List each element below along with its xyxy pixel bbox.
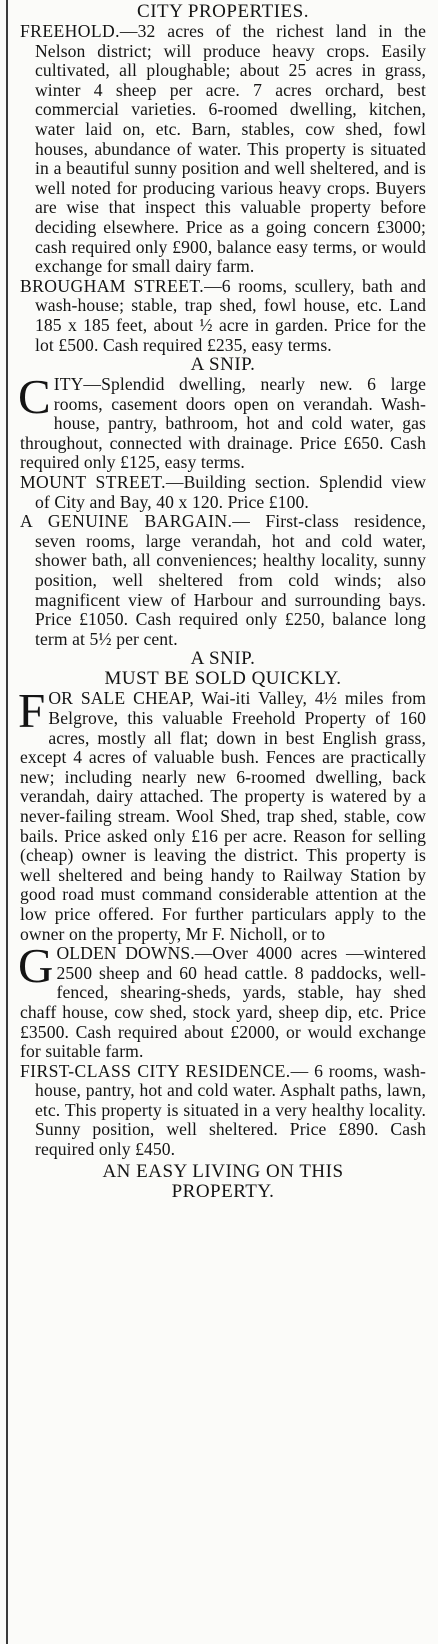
- mount-street-ad-lead: MOUNT STREET.: [20, 472, 166, 493]
- bargain-ad-body: — First-class residence, seven rooms, large verandah, hot and cold water, shower bath, all conveniences; healthy locality, sunny position, well sheltered from cold winds; also magnificent view of Harbour and surrounding bays. Price £1050. Cash required only £250, balance long term at 5½ per cent.: [35, 511, 426, 649]
- snip-heading: A SNIP.: [190, 354, 256, 376]
- mount-street-ad: [20, 473, 426, 512]
- classified-column: [20, 0, 426, 1202]
- freehold-ad-lead: FREEHOLD.: [20, 21, 120, 41]
- golden-downs-ad-body: OLDEN DOWNS.—Over 4000 acres —wintered 2500 sheep and 60 head cattle. 8 paddocks, well-fenced, shearing-sheds, yards, stable, hay shed chaff house, cow shed, stock yard, sheep dip, etc. Price £3500. Cash required about £2000, or would exchange for suitable farm.: [20, 943, 426, 1062]
- easy-living-heading-cont: PROPERTY.: [171, 1180, 275, 1202]
- city-residence-ad-body: — 6 rooms, wash-house, pantry, hot and cold water. Asphalt paths, lawn, etc. This property is situated in a very healthy locality. Sunny position, well sheltered. Price £890. Cash required only £450.: [35, 1060, 426, 1160]
- city-residence-ad: [20, 1062, 426, 1160]
- column-rule: [6, 0, 8, 1644]
- sale-ad: [18, 683, 426, 944]
- city-ad-dropcap: C: [18, 369, 51, 425]
- mount-street-ad-body: —Building section. Splendid view of City and Bay, 40 x 120. Price £100.: [35, 472, 426, 512]
- bargain-ad: [20, 512, 426, 649]
- brougham-ad-body: —6 rooms, scullery, bath and wash-house; stable, trap shed, fowl house, etc. Land 185 x 185 feet, about ½ acre in garden. Price for the lot £500. Cash required £235, easy terms.: [35, 275, 427, 355]
- sale-ad-dropcap: F: [18, 683, 46, 739]
- bargain-ad-lead: A GENUINE BARGAIN.: [20, 511, 233, 532]
- city-residence-ad-lead: FIRST-CLASS CITY RESIDENCE.: [20, 1060, 291, 1081]
- must-sell-heading: MUST BE SOLD QUICKLY.: [104, 668, 342, 690]
- freehold-ad: [20, 22, 426, 277]
- city-ad-body: ITY—Splendid dwelling, nearly new. 6 large rooms, casement doors open on verandah. Wash-house, pantry, bathroom, hot and cold water, gas throughout, connected with drainage. Price £650. Cash required only £125, easy terms.: [20, 374, 426, 473]
- golden-downs-ad: [18, 938, 426, 1062]
- section-heading: CITY PROPERTIES.: [137, 1, 309, 22]
- brougham-ad: [20, 277, 426, 355]
- brougham-ad-lead: BROUGHAM STREET.: [20, 275, 205, 296]
- freehold-ad-body: —32 acres of the richest land in the Nelson district; will produce heavy crops. Easily cultivated, all ploughable; about 25 acres in grass, winter 4 sheep per acre. 7 acres orchard, best commercial varieties. 6-roomed dwelling, kitchen, water laid on, etc. Barn, stables, cow shed, fowl houses, abundance of water. This property is situated in a beautiful sunny position and well sheltered, and is well noted for producing various heavy crops. Buyers are wise that inspect this valuable property before deciding elsewhere. Price as a going concern £3000; cash required only £900, balance easy terms, or would exchange for small dairy farm.: [35, 21, 426, 277]
- golden-downs-ad-dropcap: G: [18, 938, 54, 994]
- city-ad: [18, 369, 426, 473]
- snip-heading: A SNIP.: [190, 648, 256, 670]
- easy-living-heading: AN EASY LIVING ON THIS: [102, 1160, 344, 1182]
- sale-ad-body: OR SALE CHEAP, Wai-iti Valley, 4½ miles from Belgrove, this valuable Freehold Property of 160 acres, mostly all flat; down in best English grass, except 4 acres of valuable bush. Fences are practically new; including nearly new 6-roomed dwelling, back verandah, dairy attached. The property is watered by a never-failing stream. Wool Shed, trap shed, stable, cow bails. Price asked only £16 per acre. Reason for selling (cheap) owner is leaving the district. This property is well sheltered and being handy to Railway Station by good road must command considerable attention at the low price offered. For further particulars apply to the owner on the property, Mr F. Nicholl, or to: [20, 688, 426, 944]
